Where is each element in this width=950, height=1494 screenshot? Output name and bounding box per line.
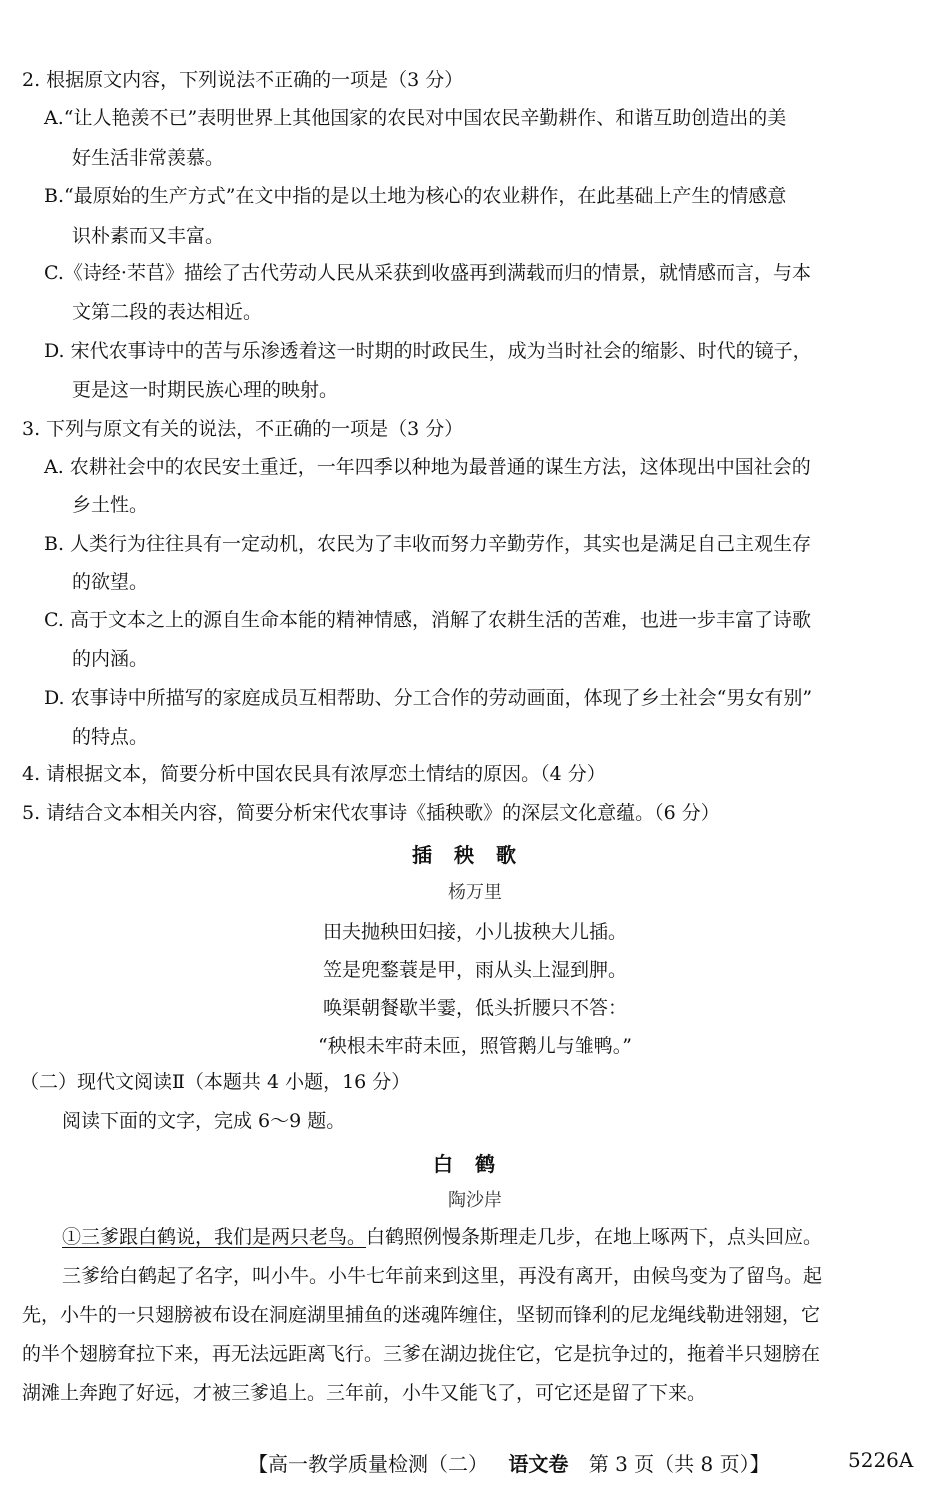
footer-exam-name: 高一教学质量检测（二） — [268, 1452, 488, 1476]
q3-option-a: A. 农耕社会中的农民安土重迁，一年四季以种地为最普通的谋生方法，这体现出中国社会的 — [44, 456, 811, 478]
q3-option-d: D. 农事诗中所描写的家庭成员互相帮助、分工合作的劳动画面，体现了乡土社会“男女有别” — [44, 687, 813, 709]
footer-subject: 语文卷 — [508, 1452, 569, 1476]
poem-title: 插秧歌 — [412, 843, 538, 867]
story-author: 陶沙岸 — [448, 1190, 502, 1211]
question-5: 5. 请结合文本相关内容，简要分析宋代农事诗《插秧歌》的深层文化意蕴。（6 分） — [22, 802, 720, 824]
footer-bracket-close: 】 — [749, 1452, 770, 1476]
question-3-stem: 3. 下列与原文有关的说法，不正确的一项是（3 分） — [22, 418, 464, 440]
underlined-sentence: ①三爹跟白鹤说，我们是两只老鸟。 — [62, 1226, 367, 1248]
q2-option-b: B.“最原始的生产方式”在文中指的是以土地为核心的农业耕作，在此基础上产生的情感意 — [44, 185, 787, 207]
q3-option-c: C. 高于文本之上的源自生命本能的精神情感，消解了农耕生活的苦难，也进一步丰富了诗歌 — [44, 609, 811, 631]
footer-page-number: 第 3 页（共 8 页） — [588, 1452, 750, 1476]
story-paragraph-2-line: 三爹给白鹤起了名字，叫小牛。小牛七年前来到这里，再没有离开，由候鸟变为了留鸟。起 — [62, 1265, 823, 1287]
poem-line: “秧根未牢莳未匝，照管鹅儿与雏鸭。” — [318, 1035, 632, 1057]
poem-line: 田夫抛秧田妇接，小儿拔秧大儿插。 — [322, 921, 627, 943]
q3-option-a-cont: 乡土性。 — [72, 494, 149, 516]
poem-author: 杨万里 — [448, 882, 502, 903]
q3-option-c-cont: 的内涵。 — [72, 648, 149, 670]
q2-option-d: D. 宋代农事诗中的苦与乐渗透着这一时期的时政民生，成为当时社会的缩影、时代的镜子， — [44, 340, 812, 362]
q2-option-a: A.“让人艳羡不已”表明世界上其他国家的农民对中国农民辛勤耕作、和谐互助创造出的美 — [44, 107, 787, 129]
q3-option-b: B. 人类行为往往具有一定动机，农民为了丰收而努力辛勤劳作，其实也是满足自己主观生存 — [44, 533, 812, 555]
poem-line: 唤渠朝餐歇半霎，低头折腰只不答： — [322, 997, 627, 1019]
story-paragraph-2-line: 先，小牛的一只翅膀被布设在洞庭湖里捕鱼的迷魂阵缠住，坚韧而锋利的尼龙绳线勒进翎翅，它 — [22, 1304, 821, 1326]
q2-option-a-cont: 好生活非常羡慕。 — [72, 147, 225, 169]
footer-bracket-open: 【 — [248, 1452, 268, 1476]
q2-option-d-cont: 更是这一时期民族心理的映射。 — [72, 379, 339, 401]
story-paragraph-2-line: 的半个翅膀耷拉下来，再无法远距离飞行。三爹在湖边拢住它，它是抗争过的，拖着半只翅膀在 — [22, 1343, 821, 1365]
q3-option-b-cont: 的欲望。 — [72, 571, 149, 593]
section-instruction: 阅读下面的文字，完成 6～9 题。 — [62, 1110, 346, 1132]
paragraph-text: 白鹤照例慢条斯理走几步，在地上啄两下，点头回应。 — [366, 1226, 823, 1248]
section-header: （二）现代文阅读Ⅱ（本题共 4 小题，16 分） — [20, 1071, 411, 1093]
question-4: 4. 请根据文本，简要分析中国农民具有浓厚恋土情结的原因。（4 分） — [22, 763, 606, 785]
story-title: 白鹤 — [433, 1152, 517, 1176]
paper-code: 5226A — [848, 1448, 914, 1472]
question-2-stem: 2. 根据原文内容，下列说法不正确的一项是（3 分） — [22, 69, 464, 91]
page-footer — [248, 1448, 770, 1477]
q3-option-d-cont: 的特点。 — [72, 726, 149, 748]
story-paragraph-2-line: 湖滩上奔跑了好远，才被三爹追上。三年前，小牛又能飞了，可它还是留了下来。 — [22, 1382, 707, 1404]
q2-option-c: C.《诗经·芣苢》描绘了古代劳动人民从采获到收盛再到满载而归的情景，就情感而言，与本 — [44, 262, 811, 284]
q2-option-c-cont: 文第二段的表达相近。 — [72, 301, 263, 323]
q2-option-b-cont: 识朴素而又丰富。 — [72, 225, 225, 247]
poem-line: 笠是兜鍪蓑是甲，雨从头上湿到胛。 — [322, 959, 627, 981]
story-paragraph-1 — [62, 1224, 822, 1250]
